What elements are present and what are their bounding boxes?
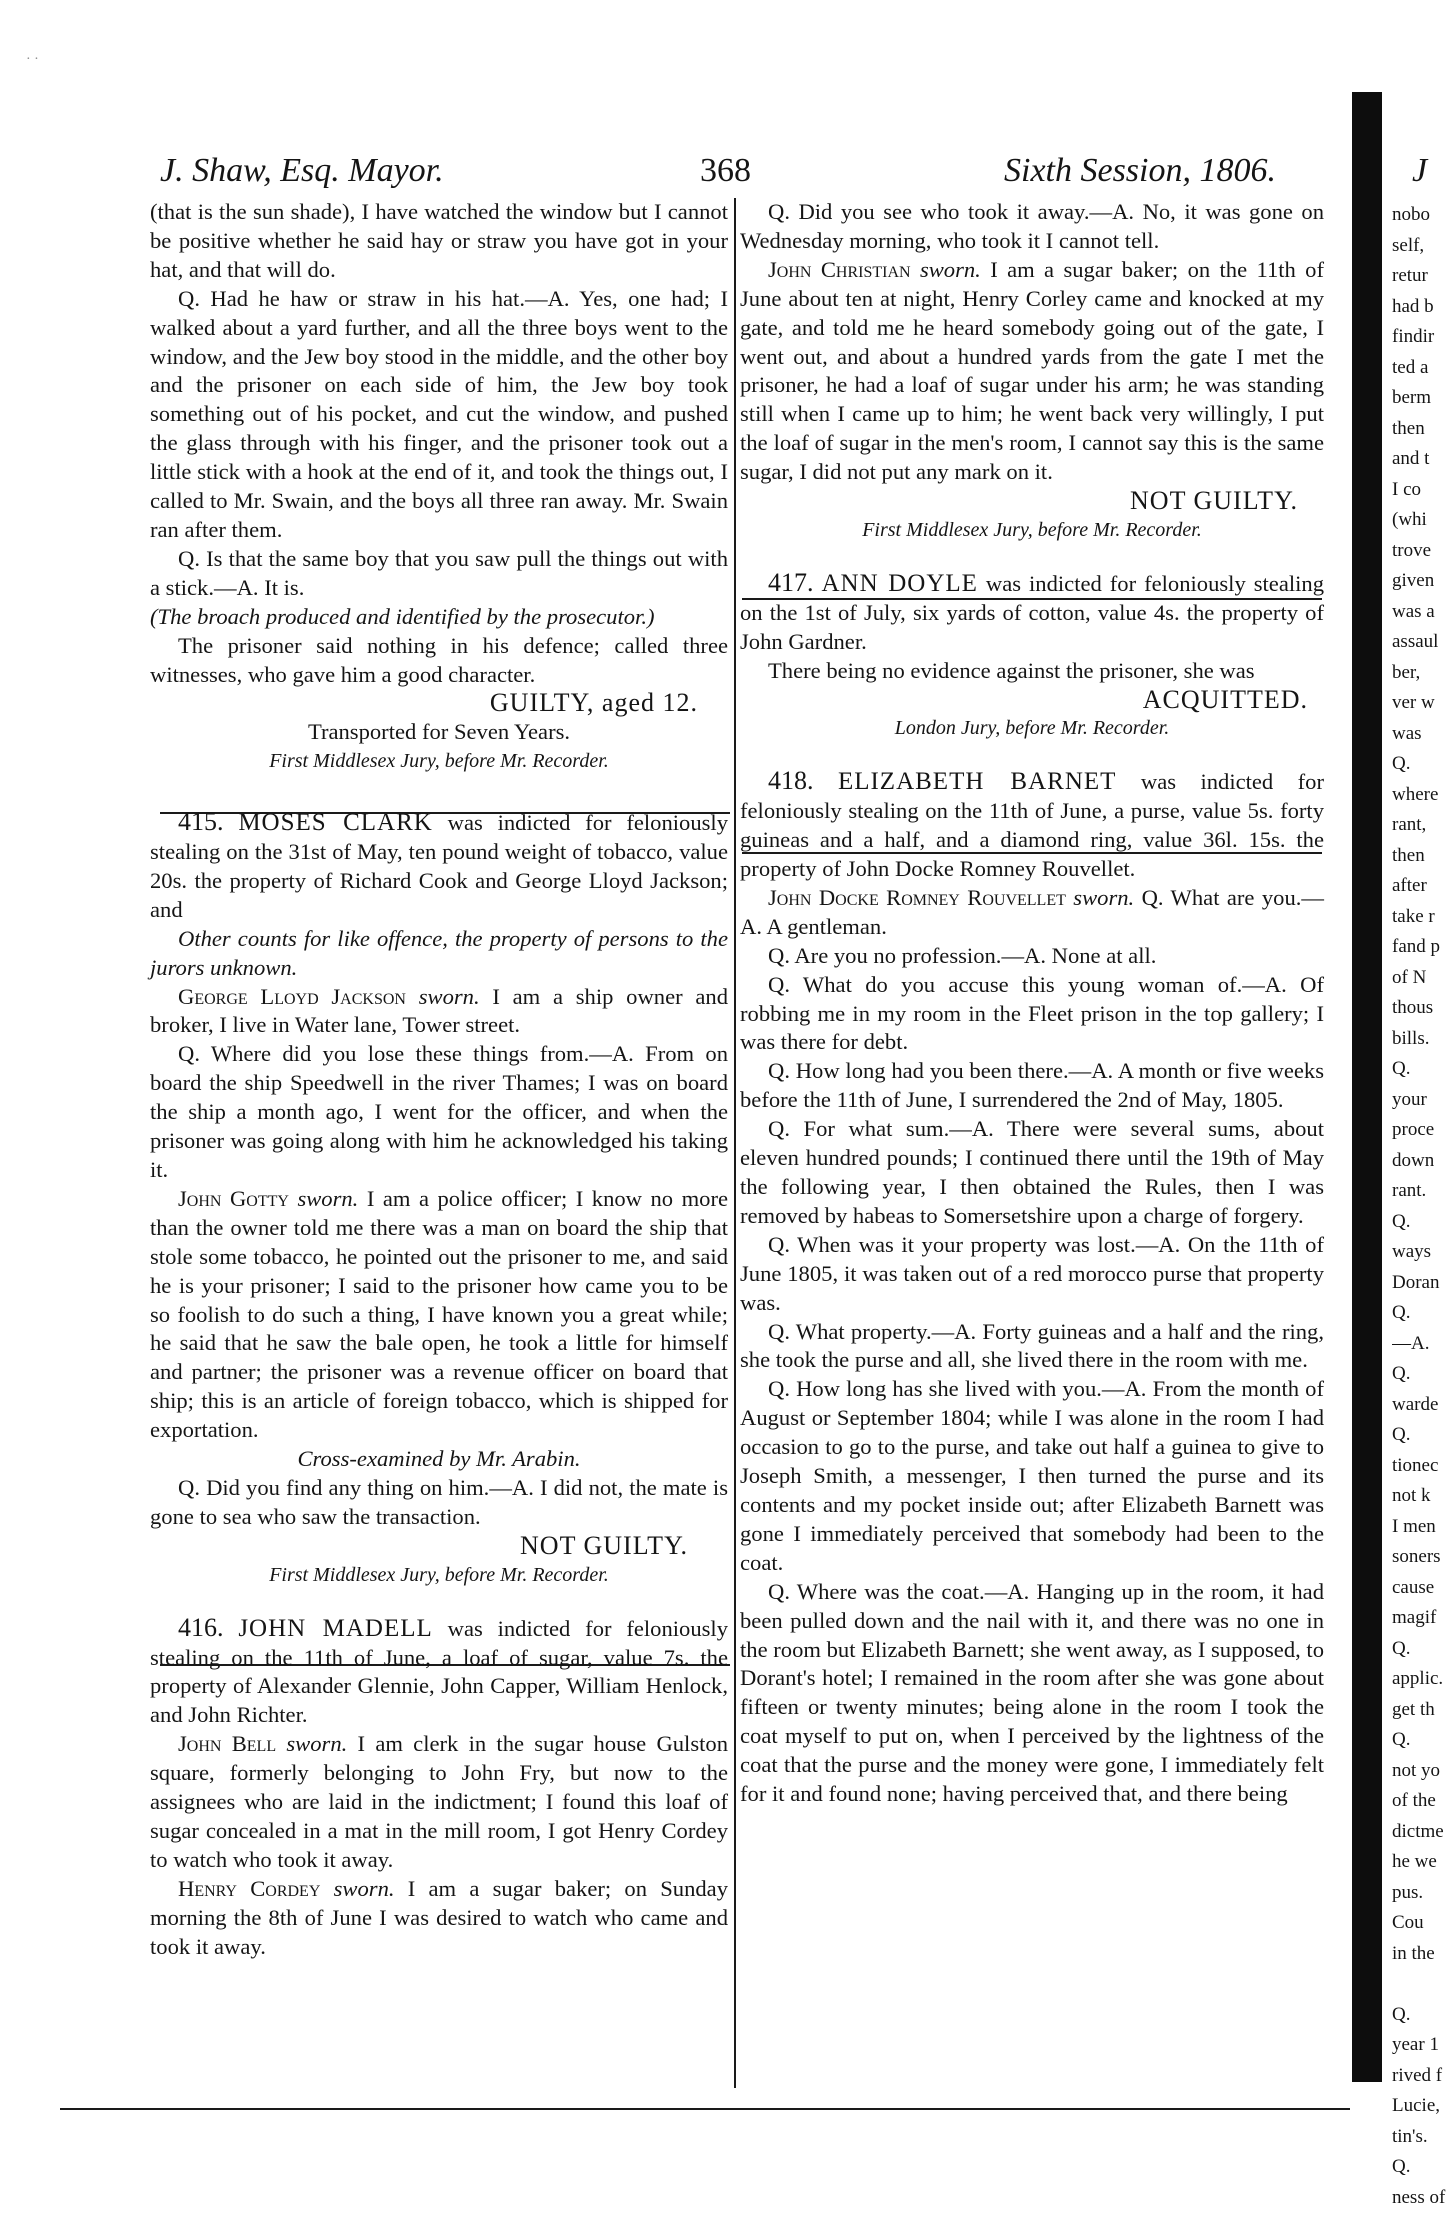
indictment-text: was indicted for feloniously stealing on the 1st of July, six yards of cotton, value 4s. the property of John Gardner. xyxy=(740,571,1324,654)
witness-name: John Gotty xyxy=(178,1186,289,1211)
jury-line: First Middlesex Jury, before Mr. Recorder. xyxy=(150,1561,728,1590)
fragment-line: he we xyxy=(1392,1847,1448,1878)
fragment-line: Q. xyxy=(1392,749,1448,780)
fragment-line: your xyxy=(1392,1085,1448,1116)
fragment-line: tin's. xyxy=(1392,2122,1448,2153)
fragment-line: pus. xyxy=(1392,1878,1448,1909)
testimony-paragraph: Q. For what sum.—A. There were several sums, about eleven hundred pounds; I continued there until the 19th of May the following year, I then obtained the Rules, then I was removed by habeas to Somersetshire upon a charge of forgery. xyxy=(740,1115,1324,1231)
testimony-paragraph: Q. Are you no profession.—A. None at all. xyxy=(740,942,1324,971)
testimony-paragraph: Q. Is that the same boy that you saw pull the things out with a stick.—A. It is. xyxy=(150,545,728,603)
continuation-text: (that is the sun shade), I have watched the window but I cannot be positive whether he said hay or straw you have got in your hat, and that will do. xyxy=(150,198,728,285)
left-column xyxy=(150,198,728,1961)
witness-name: John Docke Romney Rouvellet xyxy=(768,885,1066,910)
fragment-line: Q. xyxy=(1392,1298,1448,1329)
case-417 xyxy=(740,569,1324,657)
fragment-line: I men xyxy=(1392,1512,1448,1543)
facing-page-head: J xyxy=(1412,152,1427,192)
witness-testimony: Henry Cordey sworn. I am a sugar baker; on Sunday morning the 8th of June I was desired to watch who came and took it away. xyxy=(150,1875,728,1962)
fragment-line: soners xyxy=(1392,1542,1448,1573)
fragment-line: tionec xyxy=(1392,1451,1448,1482)
indictment-text: was indicted for feloniously stealing on the 31st of May, ten pound weight of tobacco, value 20s. the property of Richard Cook and George Lloyd Jackson; and xyxy=(150,810,728,922)
fragment-line: Lucie, xyxy=(1392,2091,1448,2122)
middle-column xyxy=(740,198,1324,1809)
cross-examination-note: Cross-examined by Mr. Arabin. xyxy=(150,1445,728,1474)
fragment-line: proce xyxy=(1392,1115,1448,1146)
column-divider xyxy=(734,198,736,2088)
case-418 xyxy=(740,767,1324,884)
fragment-line: was a xyxy=(1392,597,1448,628)
page-gutter-shadow xyxy=(1352,92,1382,2082)
fragment-line: was xyxy=(1392,719,1448,750)
running-head-left: J. Shaw, Esq. Mayor. xyxy=(160,152,444,192)
fragment-line: I co xyxy=(1392,475,1448,506)
witness-text: I am clerk in the sugar house Gulston square, formerly belonging to John Fry, but now to the assignees who are laid in the indictment; I found this loaf of sugar concealed in a mat in the mill room, I got Henry Cordey to watch who took it away. xyxy=(150,1731,728,1872)
fragment-line: then xyxy=(1392,414,1448,445)
fragment-line: cause xyxy=(1392,1573,1448,1604)
edge-mark: · · xyxy=(26,52,39,68)
fragment-line: year 1 xyxy=(1392,2030,1448,2061)
indictment-text: was indicted for feloniously stealing on the 11th of June, a loaf of sugar, value 7s. the property of Alexander Glennie, John Capper, William Henlock, and John Richter. xyxy=(150,1616,728,1728)
fragment-line: take r xyxy=(1392,902,1448,933)
fragment-line: applic. xyxy=(1392,1664,1448,1695)
fragment-line: given xyxy=(1392,566,1448,597)
verdict: NOT GUILTY. xyxy=(740,487,1298,516)
running-head-right: Sixth Session, 1806. xyxy=(1004,152,1276,192)
testimony-paragraph: Q. Did you see who took it away.—A. No, it was gone on Wednesday morning, who took it I cannot tell. xyxy=(740,198,1324,256)
fragment-line: magif xyxy=(1392,1603,1448,1634)
defendant-name: JOHN MADELL xyxy=(238,1615,432,1642)
fragment-line: had b xyxy=(1392,292,1448,323)
fragment-line: ness of xyxy=(1392,2183,1448,2213)
defendant-name: ELIZABETH BARNET xyxy=(838,768,1117,795)
fragment-line: down xyxy=(1392,1146,1448,1177)
witness-name: George Lloyd Jackson xyxy=(178,984,406,1009)
fragment-line: rant. xyxy=(1392,1176,1448,1207)
fragment-line: self, xyxy=(1392,231,1448,262)
testimony-paragraph: Q. Did you find any thing on him.—A. I did not, the mate is gone to sea who saw the transaction. xyxy=(150,1474,728,1532)
witness-testimony: John Christian sworn. I am a sugar baker; on the 11th of June about ten at night, Henry Corley came and knocked at my gate, and told me he heard somebody going out of the gate, I went out, and about a hundred yards from the gate I met the prisoner, he had a loaf of sugar under his arm; he was standing still when I came up to him; he went back very willingly, I put the loaf of sugar in the men's room, I cannot say this is the same sugar, I did not put any mark on it. xyxy=(740,256,1324,487)
fragment-line: Q. xyxy=(1392,1359,1448,1390)
fragment-line: Q. xyxy=(1392,1725,1448,1756)
case-415 xyxy=(150,808,728,925)
facing-page-fragment xyxy=(1392,200,1448,2213)
witness-text: I am a police officer; I know no more than the owner told me there was a man on board the ship that stole some tobacco, he pointed out the prisoner to me, and said he is your prisoner; I said to the prisoner how came you to be so foolish to do such a thing, I have known you a great while; he said that he saw the bale open, he took a little for himself and partner; the prisoner was a revenue officer on board that ship; this is an article of foreign tobacco, which is shipped for exportation. xyxy=(150,1186,728,1442)
jury-line: First Middlesex Jury, before Mr. Recorder. xyxy=(150,747,728,776)
testimony-paragraph: Q. Had he haw or straw in his hat.—A. Yes, one had; I walked about a yard further, and all the three boys went to the window, and the Jew boy stood in the middle, and the other boy and the prisoner on each side of him, the Jew boy took something out of his pocket, and cut the window, and pushed the glass through with his finger, and the prisoner took out a little stick with a hook at the end of it, and took the things out, I called to Mr. Swain, and the boys all three ran away. Mr. Swain ran after them. xyxy=(150,285,728,545)
fragment-line: not k xyxy=(1392,1481,1448,1512)
verdict: ACQUITTED. xyxy=(740,686,1308,715)
fragment-line: trove xyxy=(1392,536,1448,567)
fragment-line: ways xyxy=(1392,1237,1448,1268)
testimony-paragraph: Q. Where was the coat.—A. Hanging up in the room, it had been pulled down and the nail with it, and there was no one in the room but Elizabeth Barnett; she went away, as I supposed, to Dorant's hotel; I remained in the room after she was gone about fifteen or twenty minutes; being alone in the room I took the coat myself to put on, when I perceived by the lightness of the coat that the purse and the money were gone, I immediately felt for it and found none; having perceived that, and there being xyxy=(740,1578,1324,1809)
testimony-paragraph: Q. What property.—A. Forty guineas and a half and the ring, she took the purse and all, she lived there in the room with me. xyxy=(740,1318,1324,1376)
fragment-line: berm xyxy=(1392,383,1448,414)
witness-testimony: John Gotty sworn. I am a police officer; I know no more than the owner told me there was a man on board the ship that stole some tobacco, he pointed out the prisoner to me, and said he is your prisoner; I said to the prisoner how came you to be so foolish to do such a thing, I have known you a great while; he said that he saw the bale open, he took a little for himself and partner; the prisoner was a revenue officer on board that ship; this is an article of foreign tobacco, which is shipped for exportation. xyxy=(150,1185,728,1445)
other-counts: Other counts for like offence, the property of persons to the jurors unknown. xyxy=(150,925,728,983)
fragment-line: of N xyxy=(1392,963,1448,994)
verdict: GUILTY, aged 12. xyxy=(150,689,698,718)
case-number: 416. xyxy=(178,1613,224,1642)
fragment-line: warde xyxy=(1392,1390,1448,1421)
fragment-line: thous xyxy=(1392,993,1448,1024)
page-number: 368 xyxy=(700,152,751,192)
fragment-line: findir xyxy=(1392,322,1448,353)
fragment-line: get th xyxy=(1392,1695,1448,1726)
evidence-note: There being no evidence against the prisoner, she was xyxy=(740,657,1324,686)
sentence: Transported for Seven Years. xyxy=(150,718,728,747)
jury-line: First Middlesex Jury, before Mr. Recorder. xyxy=(740,516,1324,545)
defendant-name: MOSES CLARK xyxy=(238,809,433,836)
fragment-line: Cou xyxy=(1392,1908,1448,1939)
fragment-line: Q. xyxy=(1392,1634,1448,1665)
bottom-rule xyxy=(60,2108,1350,2110)
fragment-line: rant, xyxy=(1392,810,1448,841)
fragment-line: nobo xyxy=(1392,200,1448,231)
fragment-line: bills. xyxy=(1392,1024,1448,1055)
fragment-line xyxy=(1392,1969,1448,2000)
fragment-line: Q. xyxy=(1392,1420,1448,1451)
fragment-line: Doran xyxy=(1392,1268,1448,1299)
witness-testimony: John Bell sworn. I am clerk in the sugar house Gulston square, formerly belonging to John Fry, but now to the assignees who are laid in the indictment; I found this loaf of sugar concealed in a mat in the mill room, I got Henry Cordey to watch who took it away. xyxy=(150,1730,728,1875)
fragment-line: then xyxy=(1392,841,1448,872)
jury-line: London Jury, before Mr. Recorder. xyxy=(740,714,1324,743)
fragment-line: in the xyxy=(1392,1939,1448,1970)
fragment-line: Q. xyxy=(1392,2000,1448,2031)
verdict: NOT GUILTY. xyxy=(150,1532,688,1561)
witness-text: I am a sugar baker; on Sunday morning the 8th of June I was desired to watch who came and took it away. xyxy=(150,1876,728,1959)
fragment-line: retur xyxy=(1392,261,1448,292)
fragment-line: and t xyxy=(1392,444,1448,475)
fragment-line: —A. xyxy=(1392,1329,1448,1360)
case-number: 415. xyxy=(178,807,224,836)
testimony-paragraph: Q. How long had you been there.—A. A month or five weeks before the 11th of June, I surrendered the 2nd of May, 1805. xyxy=(740,1057,1324,1115)
witness-name: Henry Cordey xyxy=(178,1876,320,1901)
witness-text: I am a sugar baker; on the 11th of June about ten at night, Henry Corley came and knocked at my gate, and told me he heard somebody going out of the gate, I went out, and about a hundred yards from the gate I met the prisoner, he had a loaf of sugar under his arm; he was standing still when I came up to him; he went back very willingly, I put the loaf of sugar in the men's room, I cannot say this is the same sugar, I did not put any mark on it. xyxy=(740,257,1324,484)
fragment-line: ted a xyxy=(1392,353,1448,384)
witness-text: Q. What are you.—A. A gentleman. xyxy=(740,885,1324,939)
witness-name: John Bell xyxy=(178,1731,276,1756)
witness-text: I am a ship owner and broker, I live in Water lane, Tower street. xyxy=(150,984,728,1038)
fragment-line: assaul xyxy=(1392,627,1448,658)
testimony-paragraph: Q. What do you accuse this young woman of.—A. Of robbing me in my room in the Fleet prison in the top gallery; I was there for debt. xyxy=(740,971,1324,1058)
witness-name: John Christian xyxy=(768,257,911,282)
fragment-line: after xyxy=(1392,871,1448,902)
fragment-line: fand p xyxy=(1392,932,1448,963)
fragment-line: not yo xyxy=(1392,1756,1448,1787)
indictment-text: was indicted for feloniously stealing on the 11th of June, a purse, value 5s. forty guineas and a half, and a diamond ring, value 36l. 15s. the property of John Docke Romney Rouvellet. xyxy=(740,769,1324,881)
case-number: 417. xyxy=(768,568,814,597)
fragment-line: dictme xyxy=(1392,1817,1448,1848)
testimony-paragraph: Q. How long has she lived with you.—A. From the month of August or September 1804; while I was alone in the room I had occasion to go to the purse, and take out half a guinea to give to Joseph Smith, a messenger, I then turned the purse and its contents and my pocket inside out; after Elizabeth Barnett was gone I immediately perceived that somebody had been to the coat. xyxy=(740,1375,1324,1577)
fragment-line: (whi xyxy=(1392,505,1448,536)
exhibit-note: (The broach produced and identified by the prosecutor.) xyxy=(150,603,728,632)
witness-testimony: George Lloyd Jackson sworn. I am a ship owner and broker, I live in Water lane, Tower street. xyxy=(150,983,728,1041)
case-number: 418. xyxy=(768,766,814,795)
testimony-paragraph: Q. Where did you lose these things from.—A. From on board the ship Speedwell in the river Thames; I was on board the ship a month ago, I went for the officer, and when the prisoner was going along with him he acknowledged his taking it. xyxy=(150,1040,728,1185)
fragment-line: Q. xyxy=(1392,2152,1448,2183)
fragment-line: ber, xyxy=(1392,658,1448,689)
fragment-line: rived f xyxy=(1392,2061,1448,2092)
fragment-line: of the xyxy=(1392,1786,1448,1817)
testimony-paragraph: Q. When was it your property was lost.—A. On the 11th of June 1805, it was taken out of a red morocco purse that property was. xyxy=(740,1231,1324,1318)
case-416 xyxy=(150,1614,728,1731)
fragment-line: ver w xyxy=(1392,688,1448,719)
defence-note: The prisoner said nothing in his defence; called three witnesses, who gave him a good character. xyxy=(150,632,728,690)
fragment-line: Q. xyxy=(1392,1207,1448,1238)
fragment-line: Q. xyxy=(1392,1054,1448,1085)
defendant-name: ANN DOYLE xyxy=(821,570,977,597)
witness-testimony: John Docke Romney Rouvellet sworn. Q. What are you.—A. A gentleman. xyxy=(740,884,1324,942)
fragment-line: where xyxy=(1392,780,1448,811)
